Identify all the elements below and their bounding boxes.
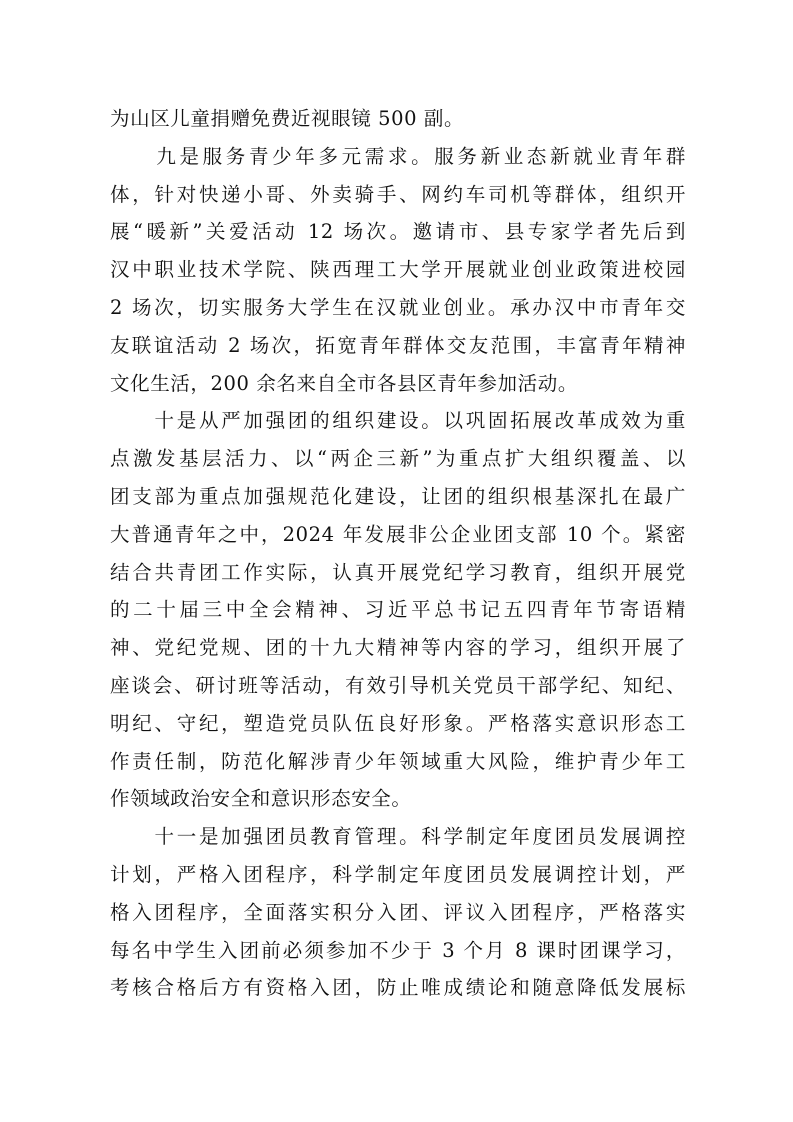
text-line: 十是从严加强团的组织建设。以巩固拓展改革成效为重: [110, 409, 686, 433]
text-line: 友联谊活动 2 场次，拓宽青年群体交友范围，丰富青年精神: [110, 333, 686, 357]
text-line: 团支部为重点加强规范化建设，让团的组织根基深扎在最广: [110, 484, 686, 508]
text-line: 作领域政治安全和意识形态安全。: [110, 787, 412, 811]
document-body: [110, 100, 686, 1007]
text-line: 大普通青年之中，2024 年发展非公企业团支部 10 个。紧密: [110, 522, 686, 546]
text-line: 十一是加强团员教育管理。科学制定年度团员发展调控: [110, 825, 686, 849]
text-line: 九是服务青少年多元需求。服务新业态新就业青年群: [110, 144, 686, 168]
text-line: 文化生活，200 余名来自全市各县区青年参加活动。: [110, 371, 578, 395]
text-line: 的二十届三中全会精神、习近平总书记五四青年节寄语精: [110, 598, 686, 622]
text-line: 体，针对快递小哥、外卖骑手、网约车司机等群体，组织开: [110, 182, 686, 206]
text-line: 座谈会、研讨班等活动，有效引导机关党员干部学纪、知纪、: [110, 673, 686, 697]
text-line: 神、党纪党规、团的十九大精神等内容的学习，组织开展了: [110, 636, 686, 660]
text-line: 计划，严格入团程序，科学制定年度团员发展调控计划，严: [110, 862, 686, 886]
text-line: 点激发基层活力、以“两企三新”为重点扩大组织覆盖、以: [110, 447, 686, 471]
text-line: 结合共青团工作实际，认真开展党纪学习教育，组织开展党: [110, 560, 686, 584]
text-line: 考核合格后方有资格入团，防止唯成绩论和随意降低发展标: [110, 976, 686, 1000]
text-line: 汉中职业技术学院、陕西理工大学开展就业创业政策进校园: [110, 258, 686, 282]
text-line: 2 场次，切实服务大学生在汉就业创业。承办汉中市青年交: [110, 295, 686, 319]
text-line: 明纪、守纪，塑造党员队伍良好形象。严格落实意识形态工: [110, 711, 686, 735]
text-line: 每名中学生入团前必须参加不少于 3 个月 8 课时团课学习，: [110, 938, 686, 962]
text-line: 格入团程序，全面落实积分入团、评议入团程序，严格落实: [110, 900, 686, 924]
text-line: 作责任制，防范化解涉青少年领域重大风险，维护青少年工: [110, 749, 686, 773]
text-line: 展“暖新”关爱活动 12 场次。邀请市、县专家学者先后到: [110, 220, 686, 244]
text-line: 为山区儿童捐赠免费近视眼镜 500 副。: [110, 107, 465, 130]
